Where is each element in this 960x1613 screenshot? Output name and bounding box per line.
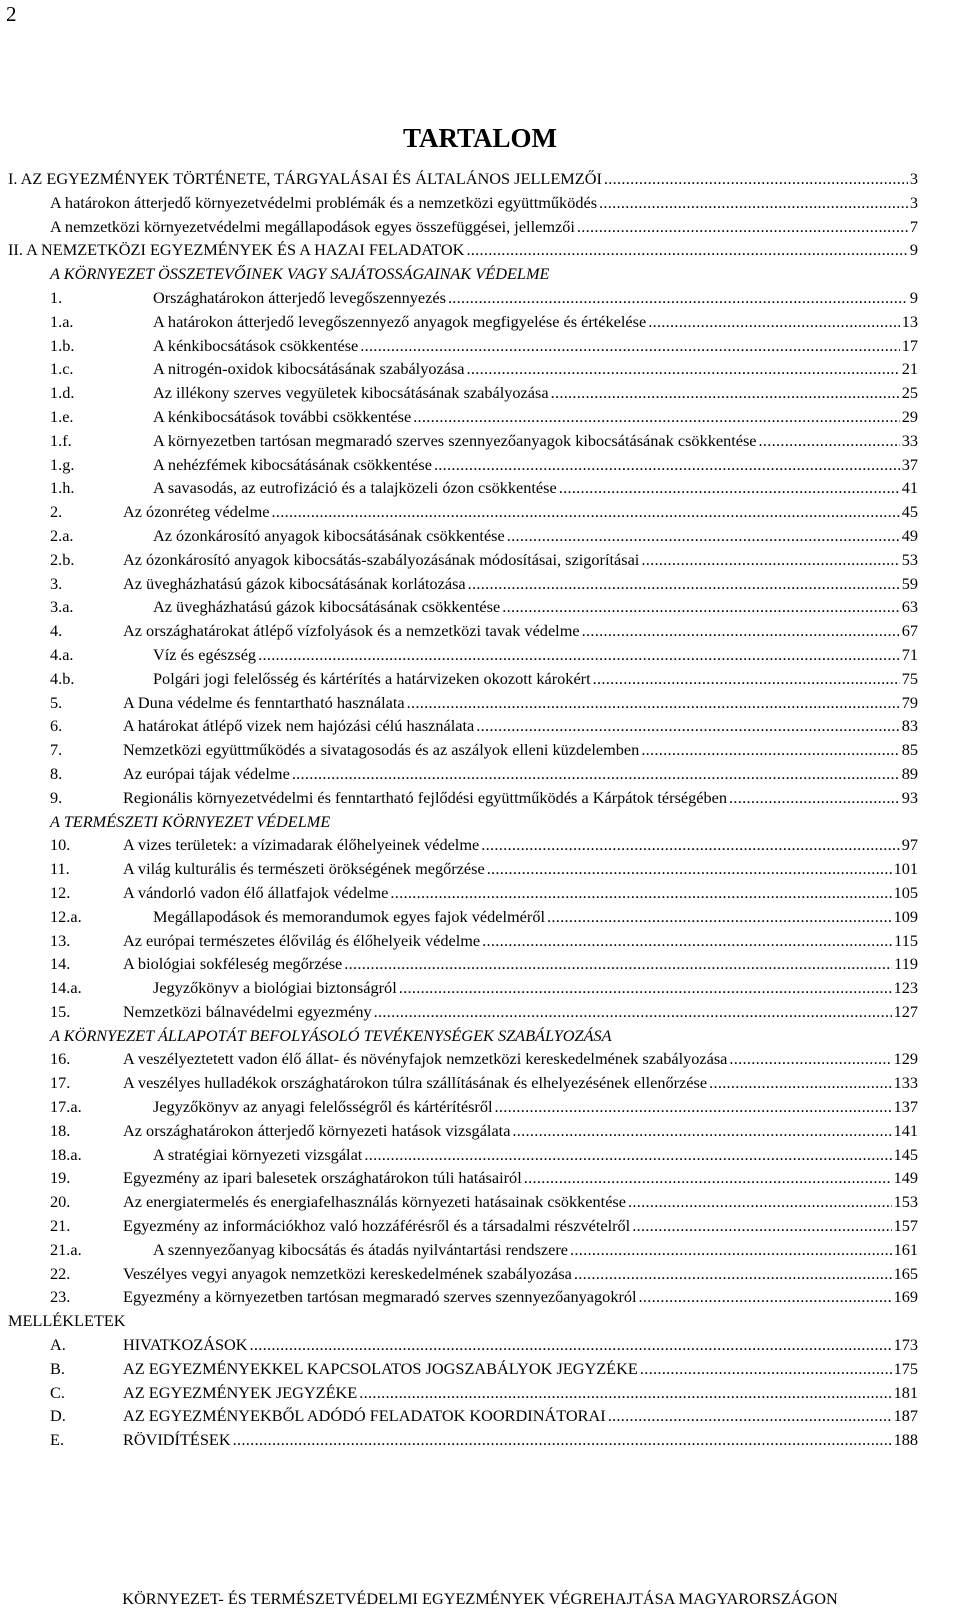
toc-entry-page: 137 [893, 1097, 918, 1117]
toc-entry-title: Az európai tájak védelme [123, 763, 290, 783]
dot-leader [374, 1000, 892, 1024]
dot-leader [729, 1047, 891, 1071]
toc-entry [8, 1214, 918, 1238]
toc-entry [8, 1262, 918, 1286]
toc-entry-number: 22. [50, 1263, 71, 1283]
page-number: 2 [6, 2, 17, 26]
toc-entry-number: 14. [50, 954, 71, 974]
toc-entry-page: 53 [901, 549, 918, 569]
dot-leader [250, 1333, 892, 1357]
dot-leader [648, 310, 900, 334]
section-heading-text: A TERMÉSZETI KÖRNYEZET VÉDELME [50, 811, 331, 831]
toc-entry [8, 500, 918, 524]
dot-leader [639, 1285, 892, 1309]
toc-entry-page: 21 [901, 359, 918, 379]
toc-entry [8, 572, 918, 596]
toc-entry-page: 17 [901, 335, 918, 355]
toc-entry [8, 1000, 918, 1024]
toc-entry-title: Az üvegházhatású gázok kibocsátásának csökkentése [153, 597, 501, 617]
dot-leader [608, 1404, 892, 1428]
toc-entry [8, 429, 918, 453]
toc-entry-title: AZ EGYEZMÉNYEK JEGYZÉKE [123, 1382, 358, 1402]
toc-entry-title: Regionális környezetvédelmi és fenntartható fejlődési együttműködés a Kárpátok térségében [123, 787, 728, 807]
toc-entry-number: B. [50, 1358, 65, 1378]
toc-entry-number: 1. [50, 287, 63, 307]
toc-entry-title: AZ EGYEZMÉNYEKBŐL ADÓDÓ FELADATOK KOORDINÁTORAI [123, 1406, 606, 1426]
toc-entry-page: 175 [893, 1358, 918, 1378]
toc-entry [8, 238, 918, 262]
toc-entry-title: A vándorló vadon élő állatfajok védelme [123, 882, 389, 902]
toc-entry [8, 1190, 918, 1214]
toc-entry-page: 85 [901, 740, 918, 760]
toc-entry [8, 1047, 918, 1071]
dot-leader [390, 881, 891, 905]
dot-leader [487, 857, 892, 881]
dot-leader [364, 1143, 891, 1167]
toc-entry-number: 11. [50, 859, 70, 879]
toc-entry-title: A világ kulturális és természeti örökségének megőrzése [123, 859, 485, 879]
toc-entry-title: A kénkibocsátások csökkentése [153, 335, 359, 355]
toc-entry [8, 643, 918, 667]
toc-entry-page: 188 [893, 1430, 918, 1450]
toc-entry [8, 952, 918, 976]
toc-entry-page: 33 [901, 430, 918, 450]
toc-entry-number: 14.a. [50, 978, 82, 998]
toc-entry [8, 167, 918, 191]
toc-entry [8, 619, 918, 643]
toc-entry-page: 173 [893, 1335, 918, 1355]
toc-entry-title: A kénkibocsátások további csökkentése [153, 406, 412, 426]
dot-leader [632, 1214, 891, 1238]
toc-entry-page: 67 [901, 621, 918, 641]
toc-entry-page: 29 [901, 406, 918, 426]
toc-entry-page: 141 [893, 1120, 918, 1140]
toc-entry-number: E. [50, 1430, 65, 1450]
toc-entry-page: 9 [909, 240, 918, 260]
toc-entry-title: Az ózonréteg védelme [123, 502, 270, 522]
toc-entry-page: 49 [901, 525, 918, 545]
toc-entry-page: 13 [901, 311, 918, 331]
toc-entry-page: 133 [893, 1073, 918, 1093]
toc-entry-page: 75 [901, 668, 918, 688]
dot-leader [359, 1381, 891, 1405]
toc-entry-number: 1.h. [50, 478, 75, 498]
dot-leader [759, 429, 900, 453]
toc-entry-number: 18. [50, 1120, 71, 1140]
toc-entry [8, 334, 918, 358]
toc-entry [8, 595, 918, 619]
toc-entry-page: 169 [893, 1287, 918, 1307]
toc-entry-title: Az európai természetes élővilág és élőhelyeik védelme [123, 930, 481, 950]
toc-entry [8, 310, 918, 334]
toc-entry-number: 4.b. [50, 668, 75, 688]
toc-entry-title: A veszélyeztetett vadon élő állat- és növényfajok nemzetközi kereskedelmének szabályozása [123, 1049, 728, 1069]
dot-leader [551, 381, 900, 405]
dot-leader [344, 952, 892, 976]
dot-leader [599, 191, 908, 215]
toc-entry-page: 45 [901, 502, 918, 522]
toc-entry [8, 833, 918, 857]
toc-entry-number: 12.a. [50, 906, 82, 926]
dot-leader [502, 595, 900, 619]
appendix-heading-text: MELLÉKLETEK [8, 1311, 126, 1331]
dot-leader [233, 1428, 892, 1452]
toc-entry [8, 381, 918, 405]
toc-entry-title: A stratégiai környezeti vizsgálat [153, 1144, 363, 1164]
dot-leader [434, 453, 900, 477]
toc-entry-page: 79 [901, 692, 918, 712]
dot-leader [482, 929, 892, 953]
toc-entry-title: Az illékony szerves vegyületek kibocsátásának szabályozása [153, 383, 549, 403]
dot-leader [593, 667, 900, 691]
toc-entry-page: 93 [901, 787, 918, 807]
toc-entry-page: 145 [893, 1144, 918, 1164]
toc-entry-title: I. AZ EGYEZMÉNYEK TÖRTÉNETE, TÁRGYALÁSAI ÉS ÁLTALÁNOS JELLEMZŐI [8, 169, 602, 188]
toc-entry [8, 1357, 918, 1381]
toc-entry-page: 109 [893, 906, 918, 926]
toc-entry-number: A. [50, 1335, 66, 1355]
toc-entry-page: 41 [901, 478, 918, 498]
toc-entry-number: 2.b. [50, 549, 75, 569]
dot-leader [524, 1166, 892, 1190]
dot-leader [481, 833, 899, 857]
dot-leader [407, 691, 900, 715]
toc-entry [8, 762, 918, 786]
toc-entry-number: 21.a. [50, 1239, 82, 1259]
toc-entry-title: Veszélyes vegyi anyagok nemzetközi kereskedelmének szabályozása [123, 1263, 572, 1283]
toc-entry-page: 97 [901, 835, 918, 855]
toc-entry-page: 115 [894, 930, 918, 950]
toc-entry-page: 129 [893, 1049, 918, 1069]
toc-entry-title: A határokon átterjedő levegőszennyező anyagok megfigyelése és értékelése [153, 311, 647, 331]
toc-entry-page: 105 [893, 882, 918, 902]
dot-leader [292, 762, 900, 786]
toc-entry-number: 3. [50, 573, 63, 593]
dot-leader [271, 500, 899, 524]
dot-leader [399, 976, 892, 1000]
toc-entry-number: 20. [50, 1192, 71, 1212]
toc-entry-title: A Duna védelme és fenntartható használata [123, 692, 405, 712]
toc-entry-number: 13. [50, 930, 71, 950]
toc-entry-title: Nemzetközi együttműködés a sivatagosodás és az aszályok elleni küzdelemben [123, 740, 640, 760]
toc-entry-page: 25 [901, 383, 918, 403]
dot-leader [360, 334, 899, 358]
toc-entry [8, 286, 918, 310]
toc-entry-title: A határokat átlépő vizek nem hajózási célú használata [123, 716, 475, 736]
dot-leader [570, 1238, 892, 1262]
toc-entry-title: A nemzetközi környezetvédelmi megállapodások egyes összefüggései, jellemzői [50, 216, 575, 236]
dot-leader [628, 1190, 892, 1214]
toc-entry [8, 1071, 918, 1095]
toc-entry-title: A környezetben tartósan megmaradó szerves szennyezőanyagok kibocsátásának csökkentése [153, 430, 757, 450]
toc-entry-number: 7. [50, 740, 63, 760]
toc-entry-page: 3 [909, 169, 918, 188]
toc-entry [8, 976, 918, 1000]
toc-entry-title: Az ózonkárosító anyagok kibocsátás-szabályozásának módosításai, szigorításai [123, 549, 640, 569]
toc-entry-title: Az országhatárokon átterjedő környezeti hatások vizsgálata [123, 1120, 511, 1140]
toc-entry-title: Országhatárokon átterjedő levegőszennyezés [153, 287, 446, 307]
toc-entry [8, 1238, 918, 1262]
dot-leader [512, 1119, 891, 1143]
toc-entry-number: 15. [50, 1001, 71, 1021]
toc-entry-title: Megállapodások és memorandumok egyes fajok védelméről [153, 906, 545, 926]
toc-entry [8, 857, 918, 881]
toc-entry-number: 5. [50, 692, 63, 712]
toc-entry [8, 1381, 918, 1405]
toc-entry-page: 127 [893, 1001, 918, 1021]
toc-entry [8, 1119, 918, 1143]
toc-entry [8, 357, 918, 381]
dot-leader [258, 643, 900, 667]
toc-entry-page: 71 [901, 644, 918, 664]
toc-entry-number: 1.d. [50, 383, 75, 403]
toc-entry [8, 714, 918, 738]
toc-entry-page: 3 [909, 192, 918, 212]
toc-entry-number: 1.a. [50, 311, 74, 331]
page-title: TARTALOM [402, 123, 558, 153]
dot-leader [604, 167, 908, 191]
toc-entry-page: 149 [893, 1168, 918, 1188]
toc-entry-title: Polgári jogi felelősség és kártérítés a határvizeken okozott károkért [153, 668, 591, 688]
toc-entry-page: 157 [893, 1216, 918, 1236]
toc-entry-page: 9 [909, 287, 918, 307]
toc-entry-title: Az országhatárokat átlépő vízfolyások és a nemzetközi tavak védelme [123, 621, 580, 641]
dot-leader [559, 476, 900, 500]
dot-leader [577, 215, 908, 239]
toc-entry-number: 1.b. [50, 335, 75, 355]
toc-entry-page: 7 [909, 216, 918, 236]
dot-leader [729, 786, 900, 810]
section-heading-text: A KÖRNYEZET ÁLLAPOTÁT BEFOLYÁSOLÓ TEVÉKENYSÉGEK SZABÁLYOZÁSA [50, 1025, 612, 1045]
toc-entry-title: Egyezmény az információkhoz való hozzáférésről és a társadalmi részvételről [123, 1216, 631, 1236]
toc-entry-number: 2. [50, 502, 63, 522]
toc-entry-number: 17.a. [50, 1097, 82, 1117]
dot-leader [466, 238, 907, 262]
toc-entry-page: 187 [893, 1406, 918, 1426]
dot-leader [468, 572, 900, 596]
toc-entry-title: A nehézfémek kibocsátásának csökkentése [153, 454, 432, 474]
toc-entry [8, 453, 918, 477]
toc-entry [8, 215, 918, 239]
toc-entry-title: A szennyezőanyag kibocsátás és átadás nyilvántartási rendszere [153, 1239, 569, 1259]
table-of-contents [8, 167, 918, 1452]
dot-leader [574, 1262, 892, 1286]
toc-entry-title: A vizes területek: a vízimadarak élőhelyeinek védelme [123, 835, 480, 855]
dot-leader [467, 357, 900, 381]
toc-entry-number: 3.a. [50, 597, 74, 617]
toc-entry-title: AZ EGYEZMÉNYEKKEL KAPCSOLATOS JOGSZABÁLYOK JEGYZÉKE [123, 1358, 638, 1378]
toc-entry-page: 165 [893, 1263, 918, 1283]
toc-entry-title: A savasodás, az eutrofizáció és a talajközeli ózon csökkentése [153, 478, 557, 498]
toc-appendix-heading [8, 1309, 918, 1333]
toc-entry-page: 101 [893, 859, 918, 879]
toc-entry [8, 1285, 918, 1309]
toc-entry-page: 89 [901, 763, 918, 783]
toc-entry-page: 161 [893, 1239, 918, 1259]
toc-entry [8, 1166, 918, 1190]
toc-entry-title: RÖVIDÍTÉSEK [123, 1430, 231, 1450]
toc-entry [8, 929, 918, 953]
toc-entry-number: 1.e. [50, 406, 74, 426]
toc-entry-title: Az ózonkárosító anyagok kibocsátásának csökkentése [153, 525, 505, 545]
toc-entry-title: A határokon átterjedő környezetvédelmi problémák és a nemzetközi együttműködés [50, 192, 598, 212]
toc-entry-title: II. A NEMZETKÖZI EGYEZMÉNYEK ÉS A HAZAI FELADATOK [8, 240, 465, 260]
toc-entry-title: Egyezmény a környezetben tartósan megmaradó szerves szennyezőanyagokról [123, 1287, 637, 1307]
toc-entry-title: Víz és egészség [153, 644, 257, 664]
dot-leader [476, 714, 899, 738]
toc-entry-page: 83 [901, 716, 918, 736]
toc-entry [8, 548, 918, 572]
toc-entry [8, 786, 918, 810]
toc-entry-page: 153 [893, 1192, 918, 1212]
toc-entry-page: 119 [894, 954, 918, 974]
toc-entry-number: 1.g. [50, 454, 75, 474]
toc-entry [8, 881, 918, 905]
dot-leader [448, 286, 908, 310]
toc-entry-number: 18.a. [50, 1144, 82, 1164]
toc-entry-number: 21. [50, 1216, 71, 1236]
toc-entry-number: 23. [50, 1287, 71, 1307]
toc-entry-title: Jegyzőkönyv az anyagi felelősségről és kártérítésről [153, 1097, 493, 1117]
toc-section-heading [8, 262, 918, 286]
toc-section-heading [8, 810, 918, 834]
toc-entry-title: Nemzetközi bálnavédelmi egyezmény [123, 1001, 372, 1021]
toc-entry-number: 9. [50, 787, 63, 807]
toc-entry-title: HIVATKOZÁSOK [123, 1335, 248, 1355]
toc-entry-page: 63 [901, 597, 918, 617]
toc-entry [8, 667, 918, 691]
toc-entry [8, 524, 918, 548]
toc-entry [8, 738, 918, 762]
toc-entry-number: D. [50, 1406, 66, 1426]
toc-entry-number: 12. [50, 882, 71, 902]
page-footer: KÖRNYEZET- ÉS TERMÉSZETVÉDELMI EGYEZMÉNYEK VÉGREHAJTÁSA MAGYARORSZÁGON [122, 1589, 838, 1608]
toc-entry-number: 19. [50, 1168, 71, 1188]
toc-entry [8, 691, 918, 715]
toc-entry [8, 191, 918, 215]
toc-entry-title: Az üvegházhatású gázok kibocsátásának korlátozása [123, 573, 466, 593]
toc-entry-number: 2.a. [50, 525, 74, 545]
dot-leader [495, 1095, 892, 1119]
toc-entry-number: 17. [50, 1073, 71, 1093]
dot-leader [507, 524, 900, 548]
section-heading-text: A KÖRNYEZET ÖSSZETEVŐINEK VAGY SAJÁTOSSÁGAINAK VÉDELME [50, 264, 550, 284]
toc-entry-number: 4. [50, 621, 63, 641]
dot-leader [582, 619, 900, 643]
toc-entry [8, 405, 918, 429]
toc-section-heading [8, 1024, 918, 1048]
toc-entry-number: 8. [50, 763, 63, 783]
toc-entry [8, 1428, 918, 1452]
toc-entry-number: 4.a. [50, 644, 74, 664]
toc-entry-number: C. [50, 1382, 65, 1402]
toc-entry-title: A nitrogén-oxidok kibocsátásának szabályozása [153, 359, 465, 379]
toc-entry-number: 10. [50, 835, 71, 855]
toc-entry-page: 181 [893, 1382, 918, 1402]
toc-entry-title: Az energiatermelés és energiafelhasználás környezeti hatásainak csökkentése [123, 1192, 626, 1212]
dot-leader [547, 905, 892, 929]
toc-entry-title: Jegyzőkönyv a biológiai biztonságról [153, 978, 397, 998]
toc-entry [8, 1095, 918, 1119]
toc-entry-number: 1.f. [50, 430, 72, 450]
dot-leader [709, 1071, 892, 1095]
toc-entry-title: A biológiai sokféleség megőrzése [123, 954, 343, 974]
dot-leader [413, 405, 900, 429]
toc-entry-number: 16. [50, 1049, 71, 1069]
dot-leader [641, 548, 899, 572]
toc-entry [8, 1333, 918, 1357]
dot-leader [640, 1357, 892, 1381]
toc-entry [8, 905, 918, 929]
toc-entry-page: 59 [901, 573, 918, 593]
toc-entry-number: 1.c. [50, 359, 74, 379]
toc-entry-page: 123 [893, 978, 918, 998]
toc-entry [8, 1404, 918, 1428]
toc-entry-page: 37 [901, 454, 918, 474]
dot-leader [641, 738, 899, 762]
toc-entry-title: Egyezmény az ipari balesetek országhatárokon túli hatásairól [123, 1168, 522, 1188]
toc-entry-title: A veszélyes hulladékok országhatárokon túlra szállításának és elhelyezésének ellenőrzése [123, 1073, 708, 1093]
toc-entry-number: 6. [50, 716, 63, 736]
toc-entry [8, 1143, 918, 1167]
toc-entry [8, 476, 918, 500]
